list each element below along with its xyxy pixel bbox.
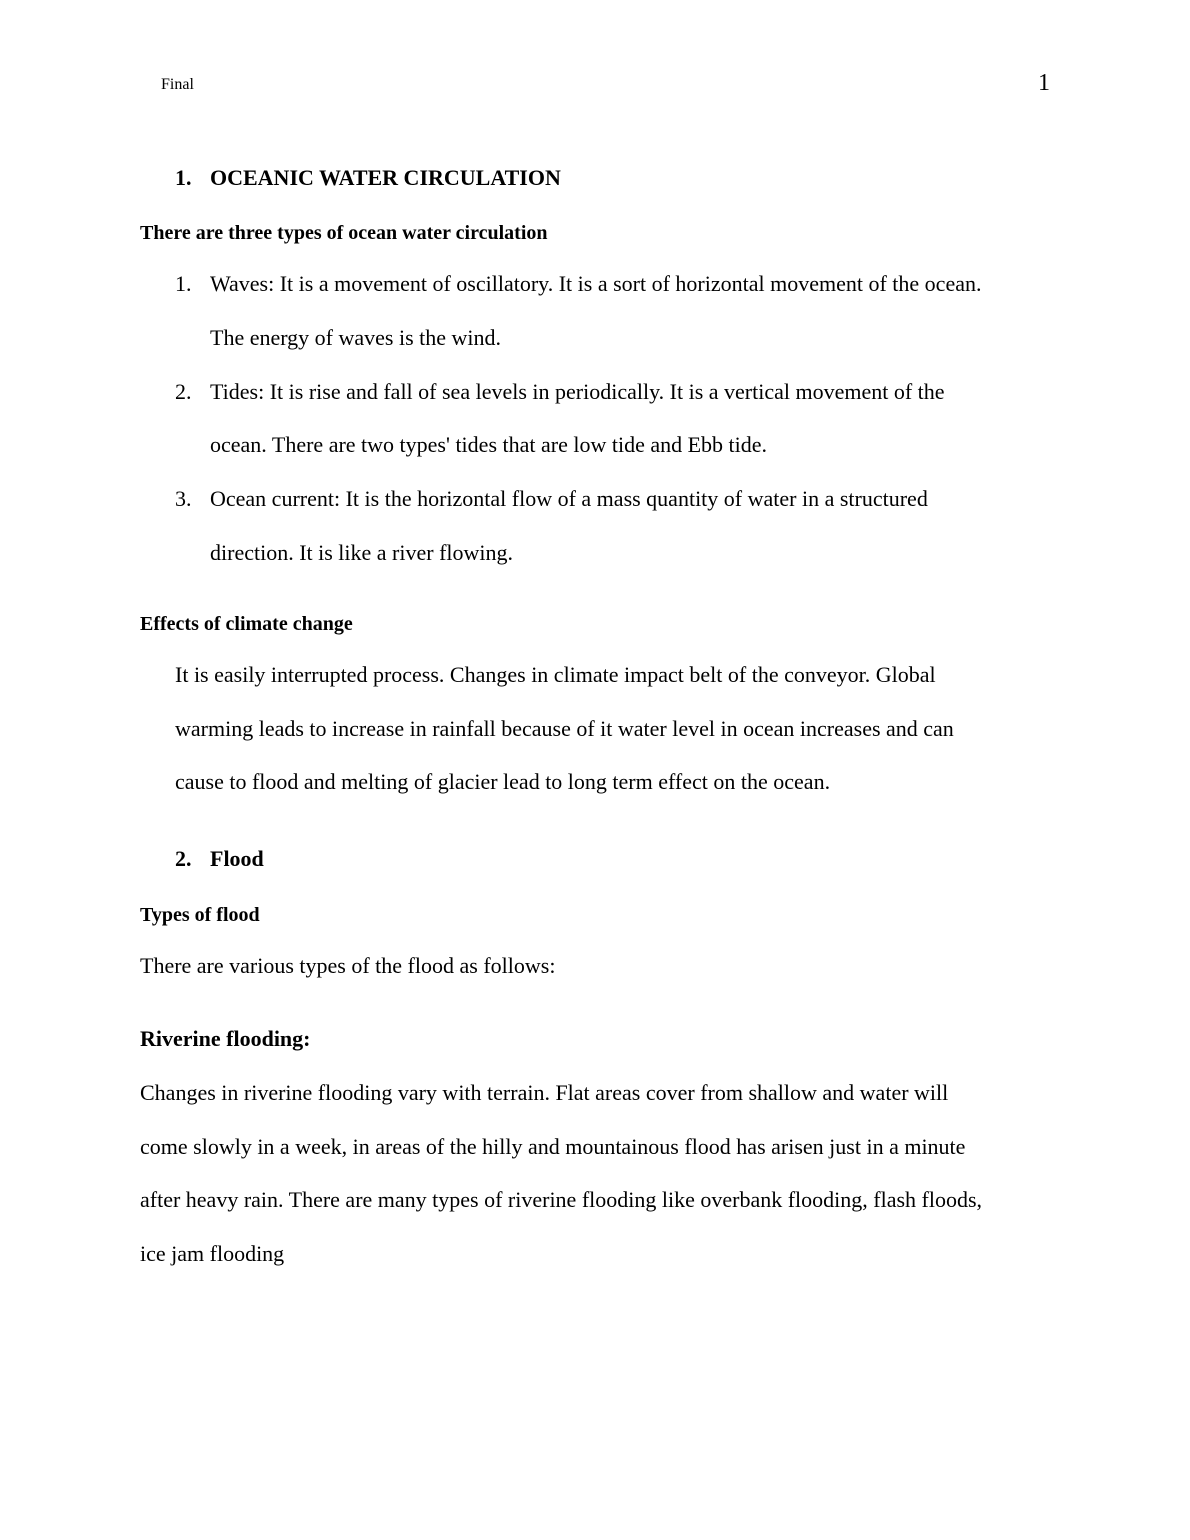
list-item-2-line-2: ocean. There are two types' tides that are low tide and Ebb tide. bbox=[210, 432, 768, 457]
list-item-3-number: 3. bbox=[175, 486, 192, 511]
riverine-line-3: after heavy rain. There are many types of riverine flooding like overbank flooding, flash floods, bbox=[140, 1187, 983, 1212]
list-item-1-line-1: Waves: It is a movement of oscillatory. It is a sort of horizontal movement of the ocean. bbox=[210, 271, 982, 296]
circulation-types-subheading: There are three types of ocean water circulation bbox=[140, 222, 548, 244]
flood-intro: There are various types of the flood as follows: bbox=[140, 953, 556, 978]
section-2-title: Flood bbox=[210, 846, 264, 871]
flood-types-subheading: Types of flood bbox=[140, 904, 260, 926]
effects-line-3: cause to flood and melting of glacier lead to long term effect on the ocean. bbox=[175, 769, 831, 794]
list-item-3-line-1: Ocean current: It is the horizontal flow of a mass quantity of water in a structured bbox=[210, 486, 928, 511]
section-1-title: OCEANIC WATER CIRCULATION bbox=[210, 165, 561, 190]
riverine-line-4: ice jam flooding bbox=[140, 1241, 285, 1266]
effects-line-1: It is easily interrupted process. Changes in climate impact belt of the conveyor. Global bbox=[175, 662, 936, 687]
list-item-3-line-2: direction. It is like a river flowing. bbox=[210, 540, 514, 565]
list-item-1-line-2: The energy of waves is the wind. bbox=[210, 325, 502, 350]
riverine-heading: Riverine flooding: bbox=[140, 1026, 311, 1051]
riverine-line-2: come slowly in a week, in areas of the hilly and mountainous flood has arisen just in a minute bbox=[140, 1134, 966, 1159]
section-1-number: 1. bbox=[175, 165, 192, 190]
effects-line-2: warming leads to increase in rainfall because of it water level in ocean increases and can bbox=[175, 716, 954, 741]
effects-heading: Effects of climate change bbox=[140, 613, 353, 635]
list-item-2-number: 2. bbox=[175, 379, 192, 404]
section-2-number: 2. bbox=[175, 846, 192, 871]
riverine-line-1: Changes in riverine flooding vary with terrain. Flat areas cover from shallow and water will bbox=[140, 1080, 949, 1105]
running-head: Final bbox=[161, 76, 194, 93]
page-number: 1 bbox=[1038, 70, 1050, 96]
list-item-1-number: 1. bbox=[175, 271, 192, 296]
list-item-2-line-1: Tides: It is rise and fall of sea levels in periodically. It is a vertical movement of the bbox=[210, 379, 945, 404]
